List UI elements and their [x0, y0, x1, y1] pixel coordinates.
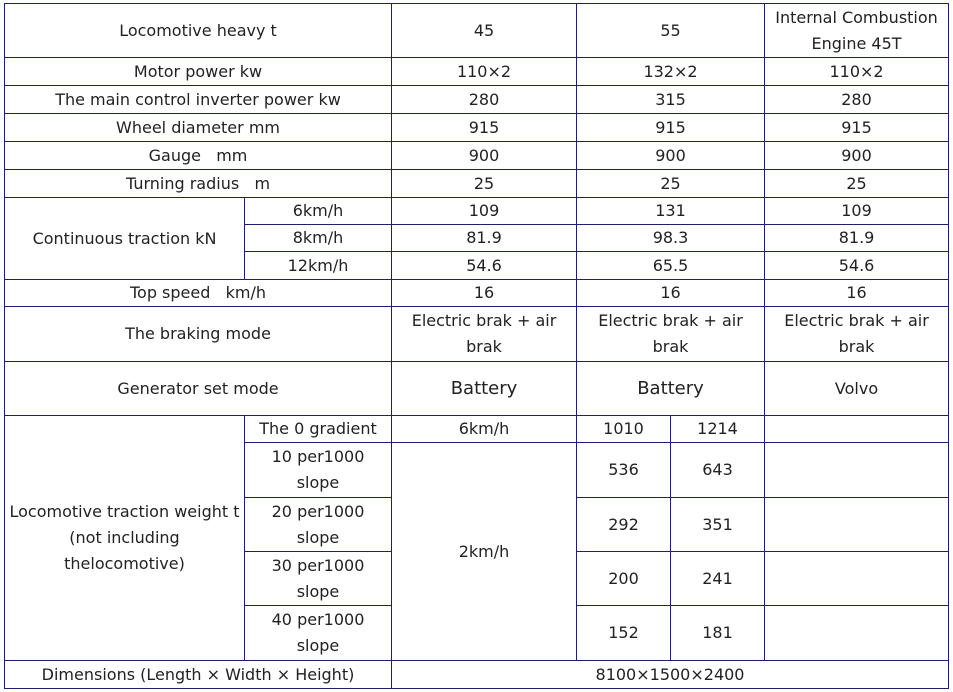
cell-inverter-2: 315: [577, 86, 765, 114]
cell-inverter-3: 280: [765, 86, 949, 114]
cell-traction-2: 98.3: [577, 225, 765, 252]
table-row: [5, 307, 949, 362]
row-label-gauge: Gauge mm: [5, 142, 392, 170]
gradient-label: 30 per1000 slope: [245, 552, 392, 606]
cell-generator-3: Volvo: [765, 362, 949, 416]
cell-traction-2: 131: [577, 198, 765, 225]
row-label-traction-weight: Locomotive traction weight t (not including thelocomotive): [5, 416, 245, 661]
cell-braking-2: Electric brak + air brak: [577, 307, 765, 362]
gradient-label: The 0 gradient: [245, 416, 392, 443]
table-row: [5, 661, 949, 689]
table-row: [5, 86, 949, 114]
cell-weight-a: 200: [577, 552, 671, 606]
cell-motor-1: 110×2: [392, 58, 577, 86]
cell-wheel-1: 915: [392, 114, 577, 142]
row-label-turning: Turning radius m: [5, 170, 392, 198]
traction-speed: 8km/h: [245, 225, 392, 252]
cell-weight-2: 55: [577, 4, 765, 58]
row-label-wheel: Wheel diameter mm: [5, 114, 392, 142]
gradient-label: 20 per1000 slope: [245, 498, 392, 552]
cell-gauge-2: 900: [577, 142, 765, 170]
cell-weight-3: Internal Combustion Engine 45T: [765, 4, 949, 58]
cell-wheel-2: 915: [577, 114, 765, 142]
table-row: [5, 280, 949, 307]
cell-motor-2: 132×2: [577, 58, 765, 86]
cell-weight-empty: [765, 498, 949, 552]
cell-top-speed-3: 16: [765, 280, 949, 307]
cell-top-speed-1: 16: [392, 280, 577, 307]
row-label-traction: Continuous traction kN: [5, 198, 245, 280]
gradient-label: 40 per1000 slope: [245, 606, 392, 661]
cell-turning-1: 25: [392, 170, 577, 198]
row-label-braking: The braking mode: [5, 307, 392, 362]
cell-braking-1: Electric brak + air brak: [392, 307, 577, 362]
traction-speed: 12km/h: [245, 252, 392, 280]
table-row: [5, 4, 949, 58]
cell-weight-empty: [765, 552, 949, 606]
cell-weight-empty: [765, 416, 949, 443]
table-row: [5, 416, 949, 443]
cell-weight-b: 1214: [671, 416, 765, 443]
cell-weight-a: 536: [577, 443, 671, 498]
cell-weight-empty: [765, 606, 949, 661]
cell-generator-1: Battery: [392, 362, 577, 416]
table-row: [5, 58, 949, 86]
cell-traction-1: 81.9: [392, 225, 577, 252]
cell-weight-b: 241: [671, 552, 765, 606]
cell-weight-b: 181: [671, 606, 765, 661]
cell-dimensions: 8100×1500×2400: [392, 661, 949, 689]
locomotive-spec-table: [4, 3, 949, 689]
cell-traction-3: 81.9: [765, 225, 949, 252]
row-label-inverter: The main control inverter power kw: [5, 86, 392, 114]
table-row: [5, 170, 949, 198]
cell-inverter-1: 280: [392, 86, 577, 114]
row-label-generator: Generator set mode: [5, 362, 392, 416]
cell-weight-1: 45: [392, 4, 577, 58]
cell-motor-3: 110×2: [765, 58, 949, 86]
cell-weight-a: 152: [577, 606, 671, 661]
row-label-dimensions: Dimensions (Length × Width × Height): [5, 661, 392, 689]
cell-weight-a: 292: [577, 498, 671, 552]
cell-weight-b: 643: [671, 443, 765, 498]
gradient-label: 10 per1000 slope: [245, 443, 392, 498]
table-row: [5, 198, 949, 225]
cell-wheel-3: 915: [765, 114, 949, 142]
row-label-top-speed: Top speed km/h: [5, 280, 392, 307]
cell-turning-2: 25: [577, 170, 765, 198]
table-row: [5, 362, 949, 416]
cell-turning-3: 25: [765, 170, 949, 198]
row-label-weight: Locomotive heavy t: [5, 4, 392, 58]
cell-braking-3: Electric brak + air brak: [765, 307, 949, 362]
cell-traction-3: 54.6: [765, 252, 949, 280]
cell-weight-empty: [765, 443, 949, 498]
cell-weight-b: 351: [671, 498, 765, 552]
table-row: [5, 142, 949, 170]
cell-traction-2: 65.5: [577, 252, 765, 280]
cell-traction-1: 54.6: [392, 252, 577, 280]
cell-traction-1: 109: [392, 198, 577, 225]
cell-speed-flat: 6km/h: [392, 416, 577, 443]
cell-traction-3: 109: [765, 198, 949, 225]
cell-gauge-3: 900: [765, 142, 949, 170]
table-row: [5, 114, 949, 142]
traction-speed: 6km/h: [245, 198, 392, 225]
cell-weight-a: 1010: [577, 416, 671, 443]
cell-speed-slope: 2km/h: [392, 443, 577, 661]
cell-top-speed-2: 16: [577, 280, 765, 307]
cell-generator-2: Battery: [577, 362, 765, 416]
cell-gauge-1: 900: [392, 142, 577, 170]
row-label-motor: Motor power kw: [5, 58, 392, 86]
